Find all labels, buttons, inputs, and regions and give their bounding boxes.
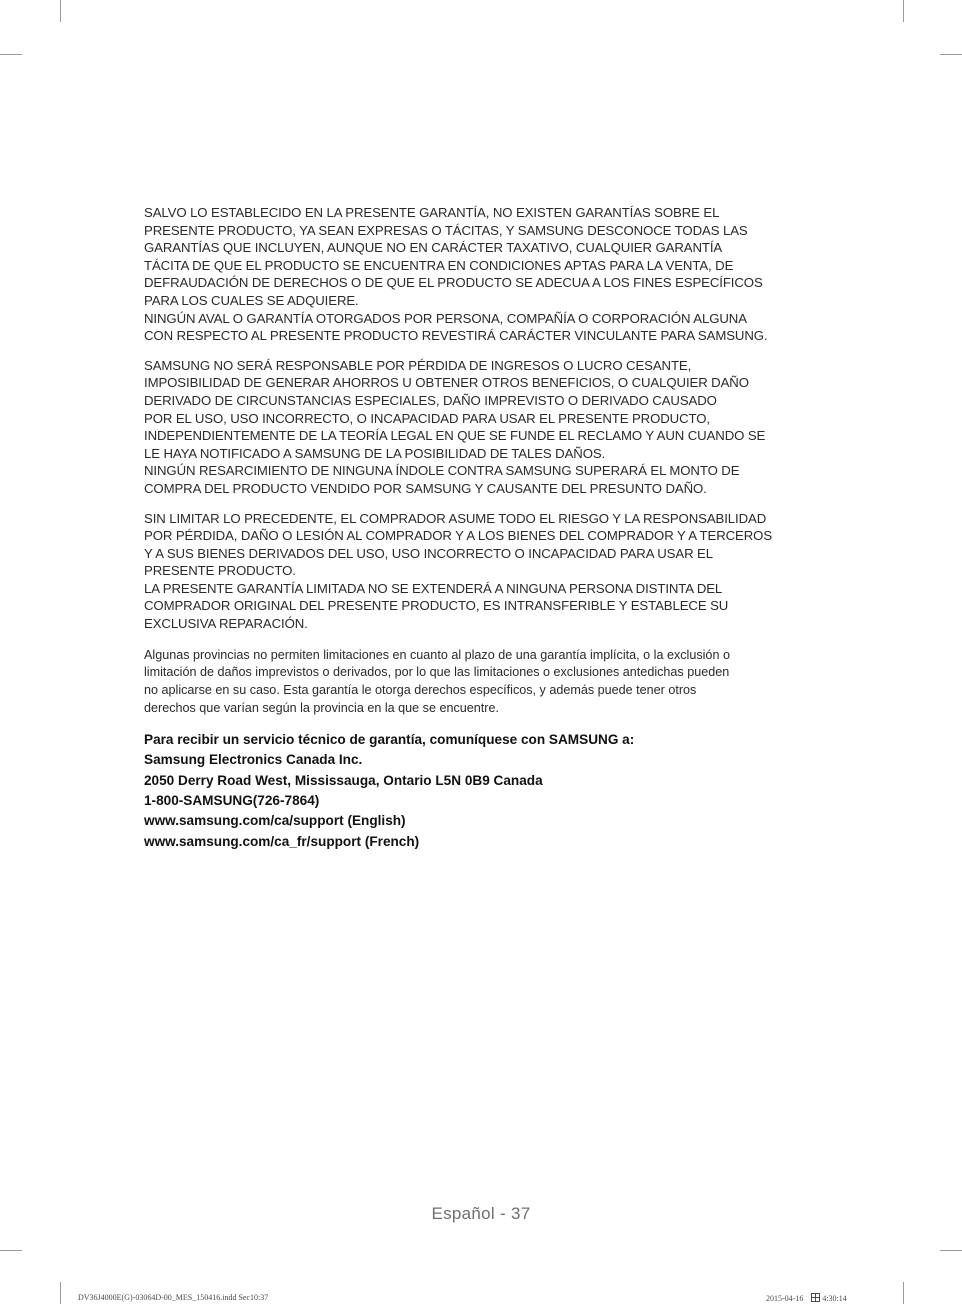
text-line: NINGÚN AVAL O GARANTÍA OTORGADOS POR PERSONA, COMPAÑÍA O CORPORACIÓN ALGUNA — [144, 310, 747, 326]
text-line: NINGÚN RESARCIMIENTO DE NINGUNA ÍNDOLE CONTRA SAMSUNG SUPERARÁ EL MONTO DE — [144, 463, 740, 479]
text-line: Y A SUS BIENES DERIVADOS DEL USO, USO INCORRECTO O INCAPACIDAD PARA USAR EL — [144, 545, 713, 561]
text-line: LE HAYA NOTIFICADO A SAMSUNG DE LA POSIBILIDAD DE TALES DAÑOS. — [144, 445, 606, 461]
text-line: no aplicarse en su caso. Esta garantía le otorga derechos específicos, y además puede tener otros — [144, 683, 697, 698]
page-number: Español - 37 — [431, 1204, 531, 1223]
provincial-notice — [144, 647, 844, 718]
text-line: POR EL USO, USO INCORRECTO, O INCAPACIDAD PARA USAR EL PRESENTE PRODUCTO, — [144, 410, 710, 426]
text-line: EXCLUSIVA REPARACIÓN. — [144, 616, 308, 632]
warranty-content — [144, 204, 844, 852]
text-line: TÁCITA DE QUE EL PRODUCTO SE ENCUENTRA EN CONDICIONES APTAS PARA LA VENTA, DE — [144, 257, 734, 273]
warranty-disclaimer-block — [144, 204, 844, 345]
text-line: PRESENTE PRODUCTO. — [144, 563, 296, 579]
crop-mark-right-bottom — [940, 1250, 962, 1251]
text-line: derechos que varían según la provincia en la que se encuentre. — [144, 701, 499, 716]
text-line: POR PÉRDIDA, DAÑO O LESIÓN AL COMPRADOR Y A LOS BIENES DEL COMPRADOR Y A TERCEROS — [144, 528, 773, 544]
crop-mark-right-top — [940, 54, 962, 55]
grid-icon — [811, 1293, 820, 1302]
text-line: GARANTÍAS QUE INCLUYEN, AUNQUE NO EN CARÁCTER TAXATIVO, CUALQUIER GARANTÍA — [144, 240, 723, 256]
contact-intro: Para recibir un servicio técnico de garantía, comuníquese con SAMSUNG a: — [144, 731, 635, 747]
company-address: 2050 Derry Road West, Mississauga, Ontario L5N 0B9 Canada — [144, 772, 543, 788]
crop-mark-top-left — [60, 0, 61, 22]
crop-mark-left-bottom — [0, 1250, 22, 1251]
slug-time: 4:30:14 — [822, 1294, 847, 1303]
text-line: SALVO LO ESTABLECIDO EN LA PRESENTE GARANTÍA, NO EXISTEN GARANTÍAS SOBRE EL — [144, 205, 720, 220]
contact-info — [144, 730, 844, 852]
text-line: DEFRAUDACIÓN DE DERECHOS O DE QUE EL PRODUCTO SE ADECUA A LOS FINES ESPECÍFICOS — [144, 275, 763, 291]
slug-date: 2015-04-16 — [766, 1294, 804, 1303]
text-line: COMPRADOR ORIGINAL DEL PRESENTE PRODUCTO, ES INTRANSFERIBLE Y ESTABLECE SU — [144, 598, 729, 614]
liability-limitation-block — [144, 357, 844, 498]
text-line: COMPRA DEL PRODUCTO VENDIDO POR SAMSUNG Y CAUSANTE DEL PRESUNTO DAÑO. — [144, 480, 707, 496]
text-line: PRESENTE PRODUCTO, YA SEAN EXPRESAS O TÁCITAS, Y SAMSUNG DESCONOCE TODAS LAS — [144, 222, 748, 238]
text-line: limitación de daños imprevistos o derivados, por lo que las limitaciones o exclusiones antedichas pueden — [144, 665, 730, 680]
text-line: Algunas provincias no permiten limitaciones en cuanto al plazo de una garantía implícita, o la exclusión o — [144, 647, 730, 662]
text-line: INDEPENDIENTEMENTE DE LA TEORÍA LEGAL EN QUE SE FUNDE EL RECLAMO Y AUN CUANDO SE — [144, 428, 766, 444]
text-line: IMPOSIBILIDAD DE GENERAR AHORROS U OBTENER OTROS BENEFICIOS, O CUALQUIER DAÑO — [144, 375, 749, 391]
text-line: DERIVADO DE CIRCUNSTANCIAS ESPECIALES, DAÑO IMPREVISTO O DERIVADO CAUSADO — [144, 392, 717, 408]
text-line: SAMSUNG NO SERÁ RESPONSABLE POR PÉRDIDA DE INGRESOS O LUCRO CESANTE, — [144, 357, 692, 373]
print-slug-timestamp — [766, 1293, 847, 1303]
crop-mark-left-top — [0, 54, 22, 55]
crop-mark-bottom-left — [60, 1282, 61, 1304]
company-name: Samsung Electronics Canada Inc. — [144, 752, 363, 768]
support-link-french[interactable]: www.samsung.com/ca_fr/support (French) — [144, 833, 420, 849]
text-line: CON RESPECTO AL PRESENTE PRODUCTO REVESTIRÁ CARÁCTER VINCULANTE PARA SAMSUNG. — [144, 328, 768, 344]
text-line: LA PRESENTE GARANTÍA LIMITADA NO SE EXTENDERÁ A NINGUNA PERSONA DISTINTA DEL — [144, 580, 723, 596]
risk-assumption-block — [144, 510, 844, 633]
text-line: PARA LOS CUALES SE ADQUIERE. — [144, 292, 359, 308]
crop-mark-top-right — [903, 0, 904, 22]
crop-mark-bottom-right — [903, 1282, 904, 1304]
phone-number: 1-800-SAMSUNG(726-7864) — [144, 793, 320, 809]
support-link-english[interactable]: www.samsung.com/ca/support (English) — [144, 813, 406, 829]
print-slug-filename: DV36J4000E(G)-03064D-00_MES_150416.indd Sec10:37 — [78, 1293, 269, 1302]
text-line: SIN LIMITAR LO PRECEDENTE, EL COMPRADOR ASUME TODO EL RIESGO Y LA RESPONSABILIDAD — [144, 510, 767, 526]
